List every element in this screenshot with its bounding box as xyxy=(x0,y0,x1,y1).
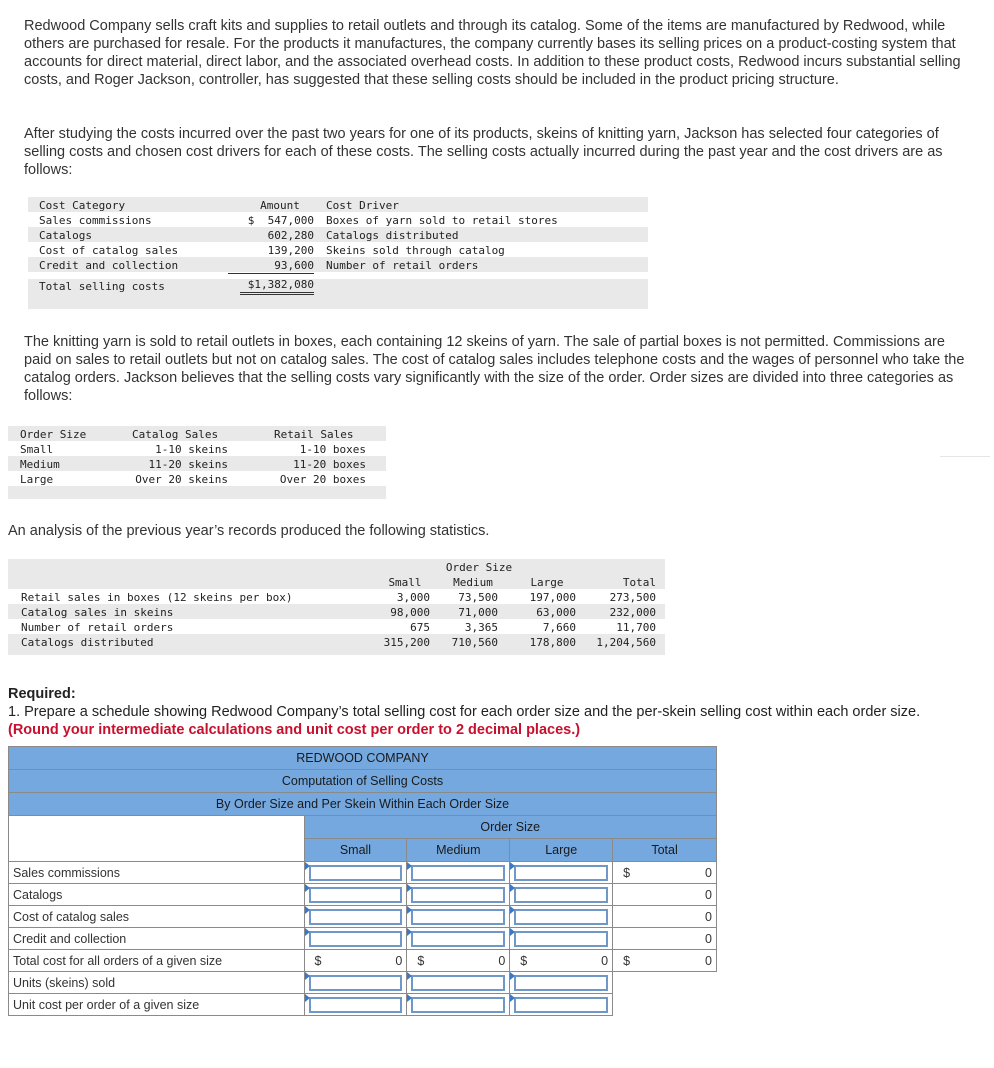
units-sold-medium-input[interactable] xyxy=(407,972,510,994)
sales-commissions-total xyxy=(613,862,717,884)
catalogs-large-input[interactable] xyxy=(510,884,613,906)
stats-cell: 71,000 xyxy=(458,606,498,619)
order-size-row-size: Large xyxy=(20,473,54,486)
statistics-table xyxy=(8,559,665,655)
schedule-title-subtitle: By Order Size and Per Skein Within Each Order Size xyxy=(9,793,717,816)
schedule-col-large: Large xyxy=(510,839,613,862)
paragraph-4: An analysis of the previous year’s records produced the following statistics. xyxy=(8,523,490,539)
total-cost-medium xyxy=(407,950,510,972)
schedule-group-header: Order Size xyxy=(304,816,716,839)
cost-category-table xyxy=(28,197,648,309)
stats-cell: 73,500 xyxy=(458,591,498,604)
stats-cell: 98,000 xyxy=(390,606,430,619)
total-value: 0 xyxy=(395,953,403,968)
cost-row-category: Cost of catalog sales xyxy=(39,244,179,257)
order-size-header-size: Order Size xyxy=(20,428,87,441)
cost-row-category: Catalogs xyxy=(39,229,92,242)
unit-cost-medium-input[interactable] xyxy=(407,994,510,1016)
total-cost-large xyxy=(510,950,613,972)
total-value: 0 xyxy=(705,865,712,880)
cost-row-amount: $ 547,000 xyxy=(247,214,314,227)
stats-cell: 197,000 xyxy=(529,591,576,604)
stats-row-label: Catalog sales in skeins xyxy=(21,606,174,619)
stats-cell: 11,700 xyxy=(616,621,656,634)
schedule-col-small: Small xyxy=(304,839,407,862)
stats-group-header: Order Size xyxy=(445,561,513,574)
total-value: 0 xyxy=(498,953,506,968)
paragraph-3: The knitting yarn is sold to retail outlets in boxes, each containing 12 skeins of yarn. The sale of partial boxes is not permitted. Commissions are paid on sales to retail outlets but not on catalog sales. The cost of catalog sales includes telephone costs and the wages of personnel who take the catalog orders. Jackson believes that the selling costs vary significantly with the size of the order. Order sizes are divided into three categories as follows: xyxy=(24,334,965,404)
stats-row-label: Catalogs distributed xyxy=(21,636,154,649)
order-size-table xyxy=(8,426,386,499)
schedule-title-computation: Computation of Selling Costs xyxy=(9,770,717,793)
stats-cell: 178,800 xyxy=(529,636,576,649)
stats-cell: 7,660 xyxy=(542,621,576,634)
cost-row-driver: Catalogs distributed xyxy=(326,229,459,242)
cost-row-driver: Boxes of yarn sold to retail stores xyxy=(326,214,558,227)
currency-symbol: $ xyxy=(623,953,631,968)
catalog-sales-cost-small-input[interactable] xyxy=(304,906,407,928)
schedule-row-label: Unit cost per order of a given size xyxy=(9,994,305,1016)
required-item-text: 1. Prepare a schedule showing Redwood Company’s total selling cost for each order size and the per-skein selling cost within each order size. xyxy=(8,704,921,720)
catalogs-medium-input[interactable] xyxy=(407,884,510,906)
stats-cell: 710,560 xyxy=(451,636,498,649)
catalog-sales-cost-total: 0 xyxy=(613,906,717,928)
order-size-row-catalog: Over 20 skeins xyxy=(135,473,228,486)
credit-collection-large-input[interactable] xyxy=(510,928,613,950)
cost-table-header-driver: Cost Driver xyxy=(326,199,399,212)
stats-cell: 315,200 xyxy=(383,636,430,649)
schedule-row-label: Units (skeins) sold xyxy=(9,972,305,994)
stats-cell: 273,500 xyxy=(609,591,656,604)
cost-row-amount: 602,280 xyxy=(267,229,314,242)
stats-row-label: Retail sales in boxes (12 skeins per box) xyxy=(21,591,293,604)
stats-cell: 1,204,560 xyxy=(596,636,656,649)
total-cost-total xyxy=(613,950,717,972)
cost-row-category: Sales commissions xyxy=(39,214,152,227)
cost-total-amount: $1,382,080 xyxy=(240,277,314,295)
intro-paragraph-1: Redwood Company sells craft kits and supplies to retail outlets and through its catalog. Some of the items are manufactured by Redwood, while others are purchased for resale. For the products it manufactures, the company currently bases its selling prices on a product-costing system that accounts for direct material, direct labor, and the associated overhead costs. In addition to these product costs, Redwood incurs substantial selling costs, and Roger Jackson, controller, has suggested that these selling costs should be included in the product pricing structure. xyxy=(24,18,961,88)
stats-col-header: Large xyxy=(530,576,564,589)
cost-total-label: Total selling costs xyxy=(39,280,165,293)
credit-collection-small-input[interactable] xyxy=(304,928,407,950)
schedule-blank-header xyxy=(9,816,305,862)
schedule-col-medium: Medium xyxy=(407,839,510,862)
order-size-header-retail: Retail Sales xyxy=(274,428,354,441)
schedule-row-label: Catalogs xyxy=(9,884,305,906)
stats-col-header: Medium xyxy=(453,576,493,589)
required-title: Required: xyxy=(8,686,76,702)
schedule-col-total: Total xyxy=(613,839,717,862)
order-size-row-size: Medium xyxy=(20,458,60,471)
catalogs-small-input[interactable] xyxy=(304,884,407,906)
schedule-row-label: Total cost for all orders of a given size xyxy=(9,950,305,972)
cost-row-amount: 93,600 xyxy=(228,258,314,274)
stats-cell: 3,365 xyxy=(464,621,498,634)
units-sold-small-input[interactable] xyxy=(304,972,407,994)
order-size-row-retail: 1-10 boxes xyxy=(299,443,366,456)
required-item xyxy=(8,703,938,739)
order-size-row-catalog: 11-20 skeins xyxy=(148,458,228,471)
cost-table-header-amount: Amount xyxy=(260,199,300,212)
schedule-row-label: Cost of catalog sales xyxy=(9,906,305,928)
stats-row-label: Number of retail orders xyxy=(21,621,174,634)
catalogs-total: 0 xyxy=(613,884,717,906)
catalog-sales-cost-large-input[interactable] xyxy=(510,906,613,928)
cost-row-amount: 139,200 xyxy=(267,244,314,257)
sales-commissions-medium-input[interactable] xyxy=(407,862,510,884)
schedule-title-company: REDWOOD COMPANY xyxy=(9,747,717,770)
stats-cell: 675 xyxy=(410,621,430,634)
empty-cell xyxy=(613,994,717,1016)
units-sold-large-input[interactable] xyxy=(510,972,613,994)
currency-symbol: $ xyxy=(417,953,425,968)
cost-row-driver: Skeins sold through catalog xyxy=(326,244,505,257)
stats-cell: 3,000 xyxy=(396,591,430,604)
order-size-row-catalog: 1-10 skeins xyxy=(155,443,228,456)
schedule-row-label: Credit and collection xyxy=(9,928,305,950)
cost-row-driver: Number of retail orders xyxy=(326,259,479,272)
intro-paragraph-2: After studying the costs incurred over the past two years for one of its products, skeins of knitting yarn, Jackson has selected four categories of selling costs and chosen cost drivers for each of these costs. The selling costs actually incurred during the past year and the cost drivers are as follows: xyxy=(24,126,943,178)
cost-row-category: Credit and collection xyxy=(39,259,179,272)
cost-table-header-category: Cost Category xyxy=(39,199,126,212)
order-size-row-retail: Over 20 boxes xyxy=(279,473,366,486)
currency-symbol: $ xyxy=(314,953,322,968)
unit-cost-large-input[interactable] xyxy=(510,994,613,1016)
credit-collection-total: 0 xyxy=(613,928,717,950)
unit-cost-small-input[interactable] xyxy=(304,994,407,1016)
required-note: (Round your intermediate calculations and unit cost per order to 2 decimal places.) xyxy=(8,722,581,738)
currency-symbol: $ xyxy=(623,865,631,880)
stats-cell: 63,000 xyxy=(536,606,576,619)
credit-collection-medium-input[interactable] xyxy=(407,928,510,950)
order-size-row-size: Small xyxy=(20,443,54,456)
divider xyxy=(940,456,990,457)
total-cost-small xyxy=(304,950,407,972)
stats-col-header: Total xyxy=(622,576,656,589)
empty-cell xyxy=(613,972,717,994)
stats-col-header: Small xyxy=(388,576,422,589)
order-size-header-catalog: Catalog Sales xyxy=(132,428,219,441)
selling-cost-schedule xyxy=(8,746,717,1016)
catalog-sales-cost-medium-input[interactable] xyxy=(407,906,510,928)
total-value: 0 xyxy=(705,953,712,968)
schedule-row-label: Sales commissions xyxy=(9,862,305,884)
total-value: 0 xyxy=(601,953,609,968)
sales-commissions-large-input[interactable] xyxy=(510,862,613,884)
order-size-row-retail: 11-20 boxes xyxy=(293,458,366,471)
currency-symbol: $ xyxy=(520,953,528,968)
stats-cell: 232,000 xyxy=(609,606,656,619)
sales-commissions-small-input[interactable] xyxy=(304,862,407,884)
